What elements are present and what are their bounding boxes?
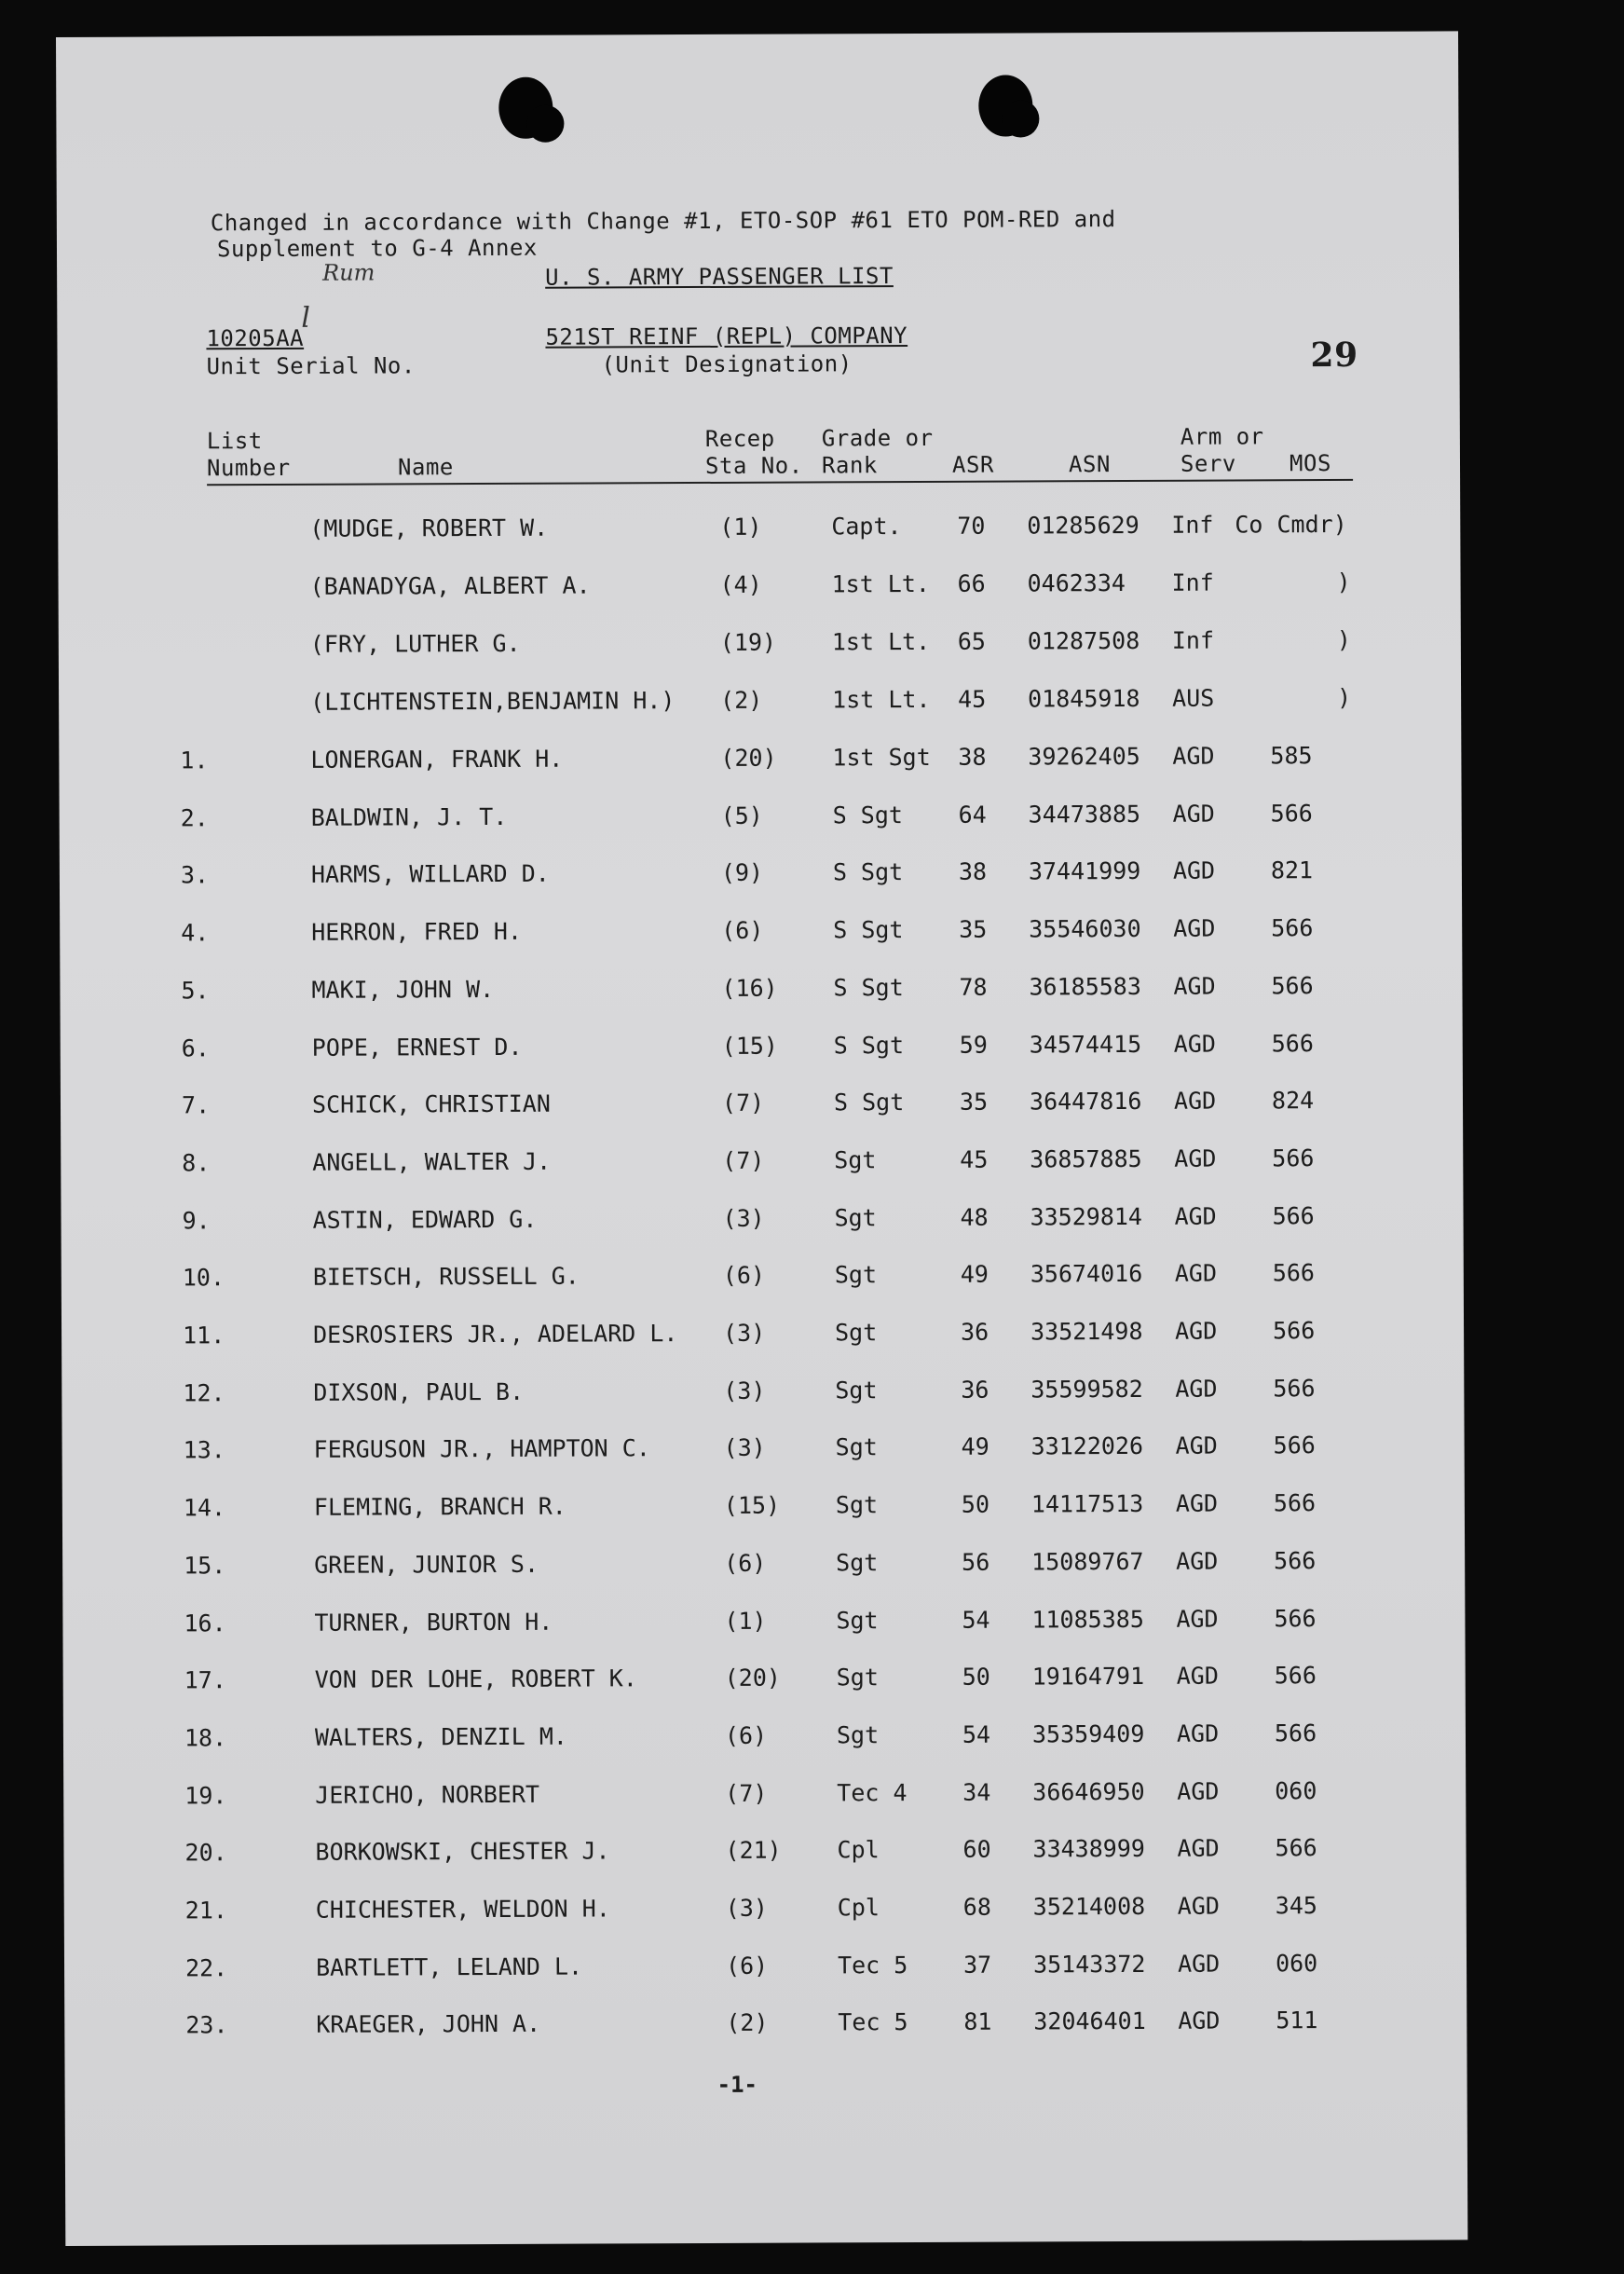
- name: ANGELL, WALTER J.: [312, 1147, 552, 1176]
- name: MAKI, JOHN W.: [311, 975, 495, 1004]
- asr: 59: [959, 1031, 988, 1059]
- recep-sta: (3): [722, 1204, 765, 1232]
- grade: Cpl: [837, 1836, 880, 1864]
- document-page: [56, 31, 1467, 2246]
- list-number: 8.: [182, 1149, 211, 1177]
- unit-serial-label: Unit Serial No.: [206, 352, 416, 380]
- grade: Cpl: [837, 1894, 880, 1922]
- arm-serv: AGD: [1175, 1375, 1218, 1403]
- arm-serv: Inf: [1171, 568, 1214, 596]
- arm-serv: AGD: [1172, 856, 1216, 884]
- col-asr: ASR: [951, 451, 994, 478]
- change-line-1: Changed in accordance with Change #1, ETO-SOP #61 ETO POM-RED and: [210, 206, 1116, 237]
- table-row: [62, 1604, 1465, 1648]
- arm-serv: AGD: [1178, 2007, 1221, 2034]
- list-number: 21.: [184, 1897, 227, 1925]
- mos: 060: [1275, 1950, 1318, 1978]
- table-row: [60, 913, 1462, 957]
- grade: S Sgt: [833, 1032, 905, 1060]
- col-list-number-1: List: [206, 428, 263, 455]
- asn: 34473885: [1028, 800, 1141, 829]
- list-number: 9.: [182, 1207, 211, 1235]
- name: FERGUSON JR., HAMPTON C.: [313, 1434, 650, 1463]
- mos: 585: [1270, 742, 1313, 770]
- recep-sta: (6): [724, 1721, 768, 1749]
- asr: 50: [961, 1490, 990, 1518]
- grade: S Sgt: [833, 1089, 905, 1116]
- mos: 566: [1272, 1259, 1316, 1287]
- table-row: [60, 799, 1462, 842]
- table-row: [60, 971, 1462, 1015]
- table-row: [63, 1776, 1466, 1820]
- col-asn: ASN: [1068, 451, 1111, 478]
- list-number: 3.: [180, 861, 210, 889]
- col-grade-2: Rank: [821, 452, 878, 479]
- name: ASTIN, EDWARD G.: [312, 1205, 538, 1234]
- name: BIETSCH, RUSSELL G.: [312, 1262, 580, 1291]
- asr: 66: [957, 569, 986, 597]
- unit-serial-value: 10205AA: [206, 324, 305, 352]
- asn: 15089767: [1031, 1547, 1144, 1576]
- mos: 566: [1273, 1489, 1317, 1517]
- grade: S Sgt: [832, 801, 903, 829]
- page-number: 29: [1310, 335, 1358, 376]
- arm-serv: AGD: [1174, 1259, 1218, 1287]
- mos: 566: [1273, 1432, 1316, 1459]
- asr: 54: [962, 1720, 991, 1748]
- grade: 1st Lt.: [831, 627, 931, 656]
- mos: 566: [1272, 1144, 1315, 1172]
- asn: 37441999: [1028, 856, 1141, 885]
- grade: S Sgt: [833, 916, 904, 944]
- recep-sta: (21): [725, 1836, 782, 1864]
- list-number: 1.: [180, 747, 209, 774]
- change-line-2: Supplement to G-4 Annex: [216, 234, 538, 263]
- grade: Sgt: [836, 1721, 880, 1749]
- asn: 33438999: [1032, 1834, 1145, 1863]
- name: (FRY, LUTHER G.: [309, 629, 521, 658]
- asr: 35: [959, 915, 988, 943]
- name: GREEN, JUNIOR S.: [314, 1550, 539, 1579]
- mos: Co Cmdr): [1235, 510, 1347, 539]
- asr: 45: [958, 685, 987, 713]
- table-row: [59, 741, 1461, 785]
- recep-sta: (1): [719, 513, 762, 541]
- grade: Sgt: [836, 1664, 879, 1692]
- mos: 060: [1275, 1777, 1317, 1805]
- col-arm-1: Arm or: [1180, 423, 1264, 450]
- table-row: [61, 1201, 1463, 1245]
- asr: 64: [958, 801, 987, 829]
- arm-serv: AGD: [1177, 1777, 1220, 1805]
- mos: 345: [1275, 1892, 1317, 1920]
- grade: Sgt: [835, 1319, 878, 1347]
- grade: 1st Lt.: [832, 685, 931, 714]
- list-number: 18.: [184, 1724, 227, 1752]
- recep-sta: (6): [724, 1549, 767, 1577]
- mos: ): [1337, 683, 1352, 712]
- asr: 78: [959, 973, 988, 1001]
- mos: 566: [1272, 1202, 1315, 1230]
- recep-sta: (2): [726, 2008, 769, 2036]
- asr: 35: [959, 1088, 989, 1116]
- asr: 36: [961, 1376, 989, 1404]
- recep-sta: (7): [725, 1779, 768, 1807]
- arm-serv: AGD: [1175, 1432, 1218, 1459]
- name: DIXSON, PAUL B.: [313, 1377, 525, 1406]
- arm-serv: AGD: [1176, 1719, 1220, 1747]
- header-rule: [207, 479, 1353, 486]
- asn: 11085385: [1031, 1605, 1144, 1634]
- list-number: 5.: [181, 977, 210, 1005]
- recep-sta: (20): [720, 744, 777, 772]
- mos: 566: [1274, 1605, 1317, 1633]
- asn: 35546030: [1029, 914, 1141, 943]
- name: BALDWIN, J. T.: [310, 802, 508, 831]
- list-number: 22.: [184, 1954, 228, 1982]
- asr: 45: [960, 1145, 989, 1173]
- asr: 81: [963, 2007, 992, 2035]
- asn: 33521498: [1030, 1317, 1143, 1346]
- asn: 36185583: [1029, 972, 1141, 1001]
- mos: 566: [1271, 972, 1314, 1000]
- name: WALTERS, DENZIL M.: [314, 1722, 567, 1751]
- asr: 38: [958, 857, 988, 885]
- table-row: [59, 568, 1461, 611]
- grade: Sgt: [834, 1261, 878, 1289]
- grade: Capt.: [831, 513, 902, 541]
- table-row: [62, 1488, 1465, 1532]
- arm-serv: AGD: [1174, 1144, 1217, 1172]
- arm-serv: Inf: [1171, 626, 1215, 654]
- asn: 0462334: [1027, 568, 1126, 597]
- list-number: 23.: [185, 2011, 228, 2039]
- recep-sta: (6): [721, 916, 764, 944]
- recep-sta: (3): [723, 1377, 766, 1404]
- recep-sta: (15): [723, 1491, 781, 1519]
- arm-serv: AGD: [1174, 1202, 1217, 1230]
- asn: 35599582: [1030, 1375, 1143, 1404]
- table-row: [60, 856, 1462, 899]
- recep-sta: (3): [723, 1319, 766, 1347]
- asr: 70: [957, 512, 986, 540]
- page-marker: -1-: [716, 2071, 758, 2098]
- punch-hole-right-shadow: [1002, 100, 1039, 137]
- table-row: [63, 1719, 1466, 1762]
- mos: 566: [1270, 800, 1313, 828]
- recep-sta: (7): [721, 1089, 765, 1116]
- arm-serv: AGD: [1176, 1547, 1219, 1575]
- recep-sta: (15): [721, 1032, 779, 1060]
- asn: 14117513: [1030, 1489, 1144, 1518]
- arm-serv: AGD: [1177, 1950, 1221, 1978]
- mos: 566: [1271, 914, 1314, 942]
- mos: 566: [1273, 1375, 1316, 1403]
- asn: 36447816: [1029, 1087, 1142, 1116]
- name: HERRON, FRED H.: [311, 917, 523, 946]
- asn: 35359409: [1031, 1719, 1145, 1748]
- grade: S Sgt: [832, 858, 904, 886]
- arm-serv: AGD: [1172, 742, 1215, 770]
- arm-serv: AGD: [1175, 1317, 1218, 1345]
- mos: 566: [1274, 1719, 1317, 1747]
- table-row: [62, 1431, 1465, 1474]
- recep-sta: (3): [723, 1433, 766, 1461]
- grade: Sgt: [836, 1549, 879, 1577]
- arm-serv: AGD: [1172, 800, 1215, 828]
- list-number: 7.: [181, 1091, 211, 1119]
- grade: Tec 4: [837, 1779, 908, 1807]
- recep-sta: (3): [725, 1894, 768, 1922]
- asn: 36857885: [1030, 1144, 1142, 1173]
- table-row: [63, 1833, 1466, 1877]
- name: DESROSIERS JR., ADELARD L.: [313, 1320, 678, 1349]
- asr: 34: [962, 1778, 991, 1806]
- name: LONERGAN, FRANK H.: [310, 745, 564, 774]
- asr: 68: [962, 1893, 991, 1921]
- arm-serv: AGD: [1173, 914, 1216, 942]
- table-row: [61, 1029, 1463, 1073]
- asn: 19164791: [1031, 1662, 1145, 1691]
- recep-sta: (9): [720, 858, 764, 886]
- grade: Tec 5: [838, 2008, 908, 2036]
- list-number: 14.: [183, 1494, 226, 1522]
- list-number: 16.: [184, 1610, 226, 1637]
- arm-serv: AUS: [1172, 684, 1215, 712]
- asr: 49: [961, 1432, 989, 1460]
- unit-designation-value: 521ST REINF (REPL) COMPANY: [545, 322, 908, 350]
- asr: 38: [958, 743, 987, 771]
- asr: 56: [962, 1548, 990, 1576]
- asn: 33529814: [1030, 1202, 1143, 1231]
- name: FLEMING, BRANCH R.: [313, 1492, 566, 1521]
- asn: 01287508: [1027, 626, 1140, 655]
- list-number: 15.: [184, 1552, 226, 1580]
- table-row: [59, 625, 1461, 669]
- asn: 35143372: [1032, 1950, 1146, 1979]
- table-row: [61, 1316, 1464, 1360]
- grade: 1st Lt.: [831, 569, 930, 598]
- table-row: [61, 1086, 1463, 1130]
- asn: 39262405: [1028, 742, 1140, 771]
- arm-serv: Inf: [1171, 511, 1214, 539]
- table-row: [64, 2006, 1467, 2049]
- table-row: [61, 1258, 1464, 1302]
- mos: 566: [1275, 1834, 1317, 1862]
- asr: 37: [962, 1951, 992, 1979]
- recep-sta: (4): [719, 570, 762, 598]
- arm-serv: AGD: [1177, 1892, 1220, 1920]
- arm-serv: AGD: [1173, 1087, 1217, 1115]
- table-row: [62, 1546, 1465, 1590]
- recep-sta: (1): [724, 1607, 767, 1635]
- asr: 48: [960, 1203, 989, 1231]
- list-number: 2.: [180, 804, 209, 832]
- grade: S Sgt: [833, 974, 904, 1002]
- asn: 36646950: [1032, 1777, 1145, 1806]
- arm-serv: AGD: [1173, 972, 1216, 1000]
- asn: 35214008: [1032, 1892, 1146, 1921]
- col-recep-2: Sta No.: [704, 452, 803, 479]
- asn: 32046401: [1033, 2007, 1146, 2035]
- grade: Sgt: [834, 1204, 877, 1232]
- list-number: 13.: [183, 1436, 225, 1464]
- serial-handwritten-mark: l: [301, 301, 311, 335]
- name: BARTLETT, LELAND L.: [315, 1952, 583, 1981]
- table-row: [61, 1144, 1463, 1187]
- arm-serv: AGD: [1177, 1834, 1220, 1862]
- name: JERICHO, NORBERT: [315, 1780, 540, 1809]
- recep-sta: (2): [720, 686, 763, 714]
- grade: Sgt: [834, 1146, 877, 1174]
- list-number: 10.: [182, 1264, 225, 1292]
- asn: 01285629: [1027, 511, 1140, 540]
- recep-sta: (5): [720, 801, 763, 829]
- asn: 33122026: [1030, 1432, 1144, 1460]
- mos: 566: [1273, 1317, 1316, 1345]
- punch-hole-left-shadow: [526, 105, 564, 143]
- arm-serv: AGD: [1176, 1605, 1219, 1633]
- col-grade-1: Grade or: [821, 424, 934, 452]
- recep-sta: (7): [722, 1146, 765, 1174]
- asr: 54: [962, 1606, 990, 1634]
- recep-sta: (6): [725, 1952, 769, 1979]
- unit-designation-label: (Unit Designation): [601, 350, 853, 378]
- mos: 511: [1276, 2007, 1318, 2034]
- name: SCHICK, CHRISTIAN: [311, 1089, 551, 1118]
- mos: 824: [1271, 1087, 1315, 1115]
- asn: 34574415: [1029, 1030, 1142, 1059]
- name: CHICHESTER, WELDON H.: [315, 1895, 610, 1924]
- mos: ): [1336, 568, 1351, 596]
- col-list-number-2: Number: [206, 454, 291, 482]
- list-number: 11.: [183, 1322, 225, 1349]
- table-row: [61, 1374, 1464, 1418]
- name: (MUDGE, ROBERT W.: [309, 514, 549, 542]
- arm-serv: AGD: [1176, 1662, 1219, 1690]
- asn: 35674016: [1030, 1259, 1143, 1288]
- name: TURNER, BURTON H.: [314, 1608, 553, 1637]
- mos: 566: [1274, 1662, 1317, 1690]
- arm-serv: AGD: [1173, 1030, 1216, 1058]
- recep-sta: (20): [724, 1664, 781, 1692]
- list-number: 6.: [181, 1034, 210, 1062]
- mos: 566: [1271, 1030, 1314, 1058]
- arm-serv: AGD: [1175, 1489, 1219, 1517]
- table-row: [63, 1661, 1466, 1705]
- asn: 01845918: [1028, 684, 1140, 713]
- mos: ): [1336, 625, 1351, 654]
- list-number: 19.: [184, 1782, 227, 1810]
- table-row: [58, 510, 1460, 554]
- col-arm-2: Serv: [1180, 450, 1236, 477]
- col-mos: MOS: [1289, 450, 1331, 477]
- grade: 1st Sgt: [832, 743, 931, 772]
- name: BORKOWSKI, CHESTER J.: [315, 1837, 610, 1866]
- mos: 821: [1270, 856, 1314, 884]
- grade: Sgt: [835, 1377, 878, 1404]
- asr: 36: [961, 1318, 989, 1346]
- list-number: 12.: [183, 1379, 225, 1407]
- table-row: [59, 683, 1461, 727]
- name: (BANADYGA, ALBERT A.: [309, 571, 591, 600]
- grade: Sgt: [835, 1433, 878, 1461]
- grade: Sgt: [835, 1491, 879, 1519]
- recep-sta: (16): [721, 974, 778, 1002]
- col-recep-1: Recep: [704, 425, 775, 452]
- grade: Tec 5: [837, 1952, 908, 1979]
- list-number: 20.: [184, 1839, 227, 1867]
- asr: 65: [957, 627, 987, 655]
- handwritten-note: Rum: [322, 259, 375, 286]
- table-row: [64, 1949, 1467, 1993]
- recep-sta: (6): [722, 1261, 766, 1289]
- asr: 49: [960, 1260, 989, 1288]
- name: VON DER LOHE, ROBERT K.: [314, 1664, 637, 1693]
- recep-sta: (19): [719, 628, 777, 656]
- list-number: 4.: [181, 919, 210, 947]
- name: (LICHTENSTEIN,BENJAMIN H.): [310, 687, 676, 716]
- asr: 60: [962, 1835, 991, 1863]
- col-name: Name: [397, 454, 454, 481]
- asr: 50: [962, 1663, 990, 1691]
- grade: Sgt: [836, 1607, 879, 1635]
- table-row: [64, 1891, 1467, 1935]
- mos: 566: [1274, 1547, 1317, 1575]
- list-number: 17.: [184, 1666, 226, 1694]
- name: HARMS, WILLARD D.: [310, 859, 550, 888]
- list-title: U. S. ARMY PASSENGER LIST: [545, 263, 894, 291]
- name: POPE, ERNEST D.: [311, 1033, 523, 1062]
- name: KRAEGER, JOHN A.: [316, 2009, 541, 2038]
